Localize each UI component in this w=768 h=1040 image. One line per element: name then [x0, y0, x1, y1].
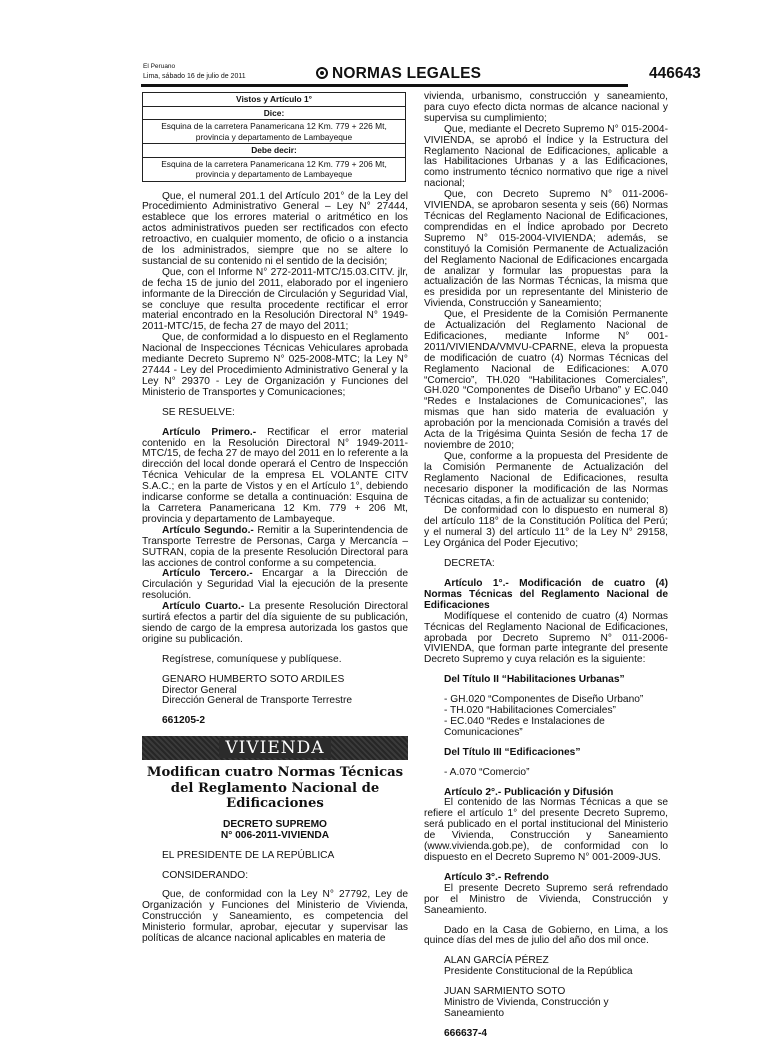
- left-column: [142, 92, 408, 945]
- signatory-title: Ministro de Vivienda, Construcción y Saneamiento: [444, 997, 609, 1019]
- article-label: Artículo Segundo.-: [162, 524, 254, 536]
- right-column: [424, 92, 668, 1040]
- article-label: Artículo Primero.-: [162, 426, 257, 438]
- article-text: La presente Resolución Directoral surtirá efectos a partir del día siguiente de su publicación, siendo de cargo de la empresa autorizada los gastos que origine su publicación.: [142, 601, 408, 645]
- errata-title: Vistos y Artículo 1°: [143, 93, 406, 107]
- resolve-heading: SE RESUELVE:: [162, 406, 235, 418]
- list-item: - EC.040 “Redes e Instalaciones de Comunicaciones”: [444, 715, 605, 738]
- article-label: Artículo Cuarto.-: [162, 601, 245, 613]
- errata-table: [142, 92, 406, 182]
- page-number: 446643: [649, 65, 701, 82]
- closing-paragraph: Dado en la Casa de Gobierno, en Lima, a los quince días del mes de julio del año dos mil once.: [424, 924, 668, 947]
- section-banner-text: VIVIENDA: [219, 738, 330, 758]
- article-three: [142, 569, 408, 602]
- article-title: Artículo 2°.- Publicación y Difusión: [444, 786, 614, 798]
- document-code: 666637-4: [444, 1027, 488, 1039]
- article-four: [142, 602, 408, 646]
- signatory-name: ALAN GARCÍA PÉREZ: [444, 955, 549, 967]
- article-text: El contenido de las Normas Técnicas a que se refiere el artículo 1° del presente Decreto Supremo, será publicado en el portal institucional del Ministerio de Vivienda, Construcción y Saneamiento (www.vivienda.gob.pe), de conformidad con lo dispuesto en el Decreto Supremo N° 001-2009-JUS.: [424, 797, 668, 863]
- list-item: - A.070 “Comercio”: [444, 766, 530, 778]
- article-text: Rectificar el error material contenido en la Resolución Directoral N° 1949-2011-MTC/15, de fecha 27 de mayo del 2011 en lo referente a la dirección del local donde operará el Centro de Inspección Técnica Vehicular de la empresa EL VOLANTE CITV S.A.C.; en la parte de Vistos y en el Artículo 1°, debiendo indicarse conforme se detalla a continuación: Esquina de la Carretera Panamericana 12 Km. 779 + 206 Mt, provincia y departamento de Lambayeque.: [142, 426, 409, 525]
- paragraph: vivienda, urbanismo, construcción y saneamiento, para cuyo efecto dicta normas de alcance nacional y supervisa su cumplimiento;: [424, 91, 668, 124]
- closing-formula: Regístrese, comuníquese y publíquese.: [162, 653, 342, 665]
- header-rule: [141, 84, 628, 87]
- list-item: - TH.020 “Habilitaciones Comerciales”: [444, 705, 616, 717]
- errata-dice-label: Dice:: [143, 106, 406, 120]
- decree-number: N° 006-2011-VIVIENDA: [220, 829, 330, 841]
- article-one: [142, 428, 408, 526]
- article-two: [142, 526, 408, 570]
- signatory-title: Director General: [162, 684, 237, 696]
- seal-icon: [316, 67, 328, 79]
- decreta-heading: DECRETA:: [444, 558, 495, 570]
- article-title: Artículo 3°.- Refrendo: [444, 871, 549, 883]
- article-text: Remitir a la Superintendencia de Transporte Terrestre de Personas, Carga y Mercancía – SUTRAN, copia de la presente Resolución Directoral para las acciones de control conforme a su competencia.: [142, 524, 408, 569]
- document-code: 661205-2: [162, 715, 206, 727]
- signatory-title: Presidente Constitucional de la República: [444, 966, 633, 978]
- section-title-text: NORMAS LEGALES: [332, 65, 482, 82]
- errata-dice-text: Esquina de la carretera Panamericana 12 Km. 779 + 226 Mt, provincia y departamento de Lambayeque: [143, 120, 406, 144]
- publication-date: Lima, sábado 16 de julio de 2011: [143, 73, 246, 80]
- errata-debe-text: Esquina de la carretera Panamericana 12 Km. 779 + 206 Mt, provincia y departamento de Lambayeque: [143, 157, 406, 181]
- title-heading: Del Título II “Habilitaciones Urbanas”: [444, 674, 625, 686]
- title-heading: Del Título III “Edificaciones”: [444, 746, 581, 758]
- article-text: Modifíquese el contenido de cuatro (4) Normas Técnicas del Reglamento Nacional de Edificaciones, aprobada por Decreto Supremo N° 011-2006-VIVIENDA, que forman parte integrante del presente Decreto Supremo y cuya relación es la siguiente:: [424, 610, 668, 666]
- signatory-office: Dirección General de Transporte Terrestre: [162, 695, 353, 707]
- paragraph: Que, el Presidente de la Comisión Permanente de Actualización del Reglamento Nacional de Edificaciones, mediante Informe N° 001-2011/VIVIENDA/VMVU-CPARNE, eleva la propuesta de modificación de cuatro (4) Normas Técnicas del Reglamento Nacional de Edificaciones: A.070 “Comercio”, TH.020 “Habilitaciones Comerciales”, GH.020 “Componentes de Diseño Urbano” y EC.040 “Redes e Instalaciones de Comunicaciones”, las mismas que han sido materia de evaluación y aprobación por la mencionada Comisión a través del Acta de la Trigésima Quinta Sesión de fecha 17 de noviembre de 2010;: [424, 309, 668, 451]
- errata-debe-label: Debe decir:: [143, 144, 406, 158]
- paragraph: De conformidad con lo dispuesto en numeral 8) del artículo 118° de la Constitución Política del Perú; y el numeral 3) del artículo 11° de la Ley N° 29158, Ley Orgánica del Poder Ejecutivo;: [424, 505, 668, 550]
- paragraph: Que, de conformidad a lo dispuesto en el Reglamento Nacional de Inspecciones Técnicas Vehiculares aprobada mediante Decreto Supremo N° 025-2008-MTC; la Ley N° 27444 - Ley del Procedimiento Administrativo General y la Ley N° 29370 - Ley de Organización y Funciones del Ministerio de Transportes y Comunicaciones;: [142, 332, 408, 398]
- article-title: Artículo 1°.- Modificación de cuatro (4) Normas Técnicas del Reglamento Nacional de Edificaciones: [424, 577, 668, 611]
- decree-headline: Modifican cuatro Normas Técnicas del Reglamento Nacional de Edificaciones: [146, 765, 404, 812]
- paragraph: Que, con el Informe N° 272-2011-MTC/15.03.CITV. jlr, de fecha 15 de junio del 2011, elaborado por el ingeniero informante de la Dirección de Circulación y Seguridad Vial, se concluye que resulta procedente rectificar el error material encontrado en la Resolución Directoral N° 1949-2011-MTC/15, de fecha 27 de mayo del 2011;: [142, 266, 408, 333]
- considerando-heading: CONSIDERANDO:: [162, 869, 249, 881]
- publication-name: El Peruano: [143, 63, 176, 70]
- paragraph: Que, mediante el Decreto Supremo N° 015-2004-VIVIENDA, se aprobó el Índice y la Estructura del Reglamento Nacional de Edificaciones, aplicable a las Habilitaciones Urbanas y a las Edificaciones, como instrumento técnico normativo que rige a nivel nacional;: [424, 123, 668, 190]
- list-item: - GH.020 “Componentes de Diseño Urbano”: [444, 694, 644, 706]
- paragraph: Que, el numeral 201.1 del Artículo 201° de la Ley del Procedimiento Administrativo General – Ley N° 27444, establece que los errores material o aritmético en los actos administrativos pueden ser rectificados con efecto retroactivo, en cualquier momento, de oficio o a instancia de los administrados, siempre que no se altere lo sustancial de su contenido ni el sentido de la decisión;: [142, 190, 408, 267]
- paragraph: Que, conforme a la propuesta del Presidente de la Comisión Permanente de Actualización del Reglamento Nacional de Edificaciones, resulta necesario disponer la modificación de las Normas Técnicas citadas, a fin de actualizar su contenido;: [424, 450, 668, 506]
- section-banner: [142, 736, 408, 760]
- signatory-name: JUAN SARMIENTO SOTO: [444, 986, 566, 998]
- article-text: El presente Decreto Supremo será refrendado por el Ministro de Vivienda, Construcción y Saneamiento.: [424, 882, 668, 916]
- article-label: Artículo Tercero.-: [162, 568, 253, 580]
- article-text: Encargar a la Dirección de Circulación y Seguridad Vial la ejecución de la presente resolución.: [142, 568, 408, 602]
- section-title: [316, 64, 481, 84]
- signatory-name: GENARO HUMBERTO SOTO ARDILES: [162, 673, 345, 685]
- decree-type: DECRETO SUPREMO: [223, 818, 327, 830]
- president-heading: EL PRESIDENTE DE LA REPÚBLICA: [162, 849, 335, 861]
- paragraph: Que, de conformidad con la Ley N° 27792, Ley de Organización y Funciones del Ministerio de Vivienda, Construcción y Saneamiento, es competencia del Ministerio formular, aprobar, ejecutar y supervisar las políticas de alcance nacional aplicables en materia de: [142, 889, 408, 945]
- paragraph: Que, con Decreto Supremo N° 011-2006-VIVIENDA, se aprobaron sesenta y seis (66) Normas Técnicas del Reglamento Nacional de Edificaciones, comprendidas en el Índice aprobado por Decreto Supremo N° 015-2004-VIVIENDA; además, se constituyó la Comisión Permanente de Actualización del Reglamento Nacional de Edificaciones encargada de analizar y formular las propuestas para la actualización de las Normas Técnicas, la misma que es presidida por un representante del Ministerio de Vivienda, Construcción y Saneamiento;: [424, 189, 668, 310]
